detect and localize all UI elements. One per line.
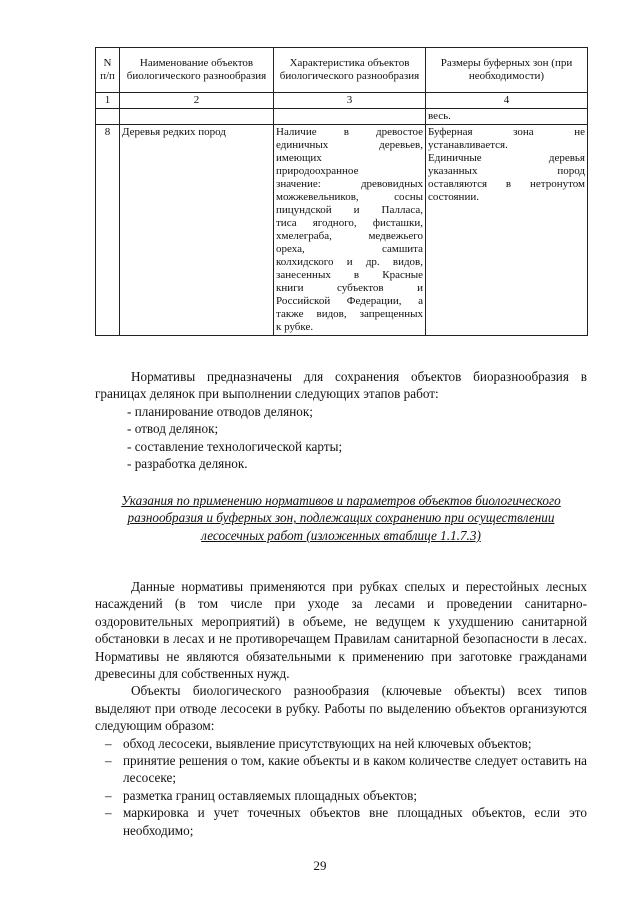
continuation-text: весь. <box>426 109 588 125</box>
header-num: N п/п <box>96 48 120 93</box>
row-characteristic: Наличие в древостое единичных деревьев, имеющих природоохранное значение: древовидных можжевельников, сосны пицундской и Палласа, тиса ягодного, фисташки, хмелеграба, медвежьего ореха, самшита колхидского и др. видов, занесенных в Красные книги субъектов и Российской Федерации, а также видов, запрещенных к рубке. <box>274 125 426 336</box>
main-text-block <box>95 578 587 839</box>
col-number: 4 <box>426 93 588 109</box>
list-item: – принятие решения о том, какие объекты и в каком количестве следует оставить на лесосеке; <box>105 753 587 786</box>
intro-block <box>95 368 587 472</box>
list-item: – разметка границ оставляемых площадных объектов; <box>105 787 418 803</box>
row-num: 8 <box>96 125 120 336</box>
header-name: Наименование объектов биологического разнообразия <box>120 48 274 93</box>
page-number: 29 <box>313 858 327 873</box>
paragraph-1: Данные нормативы применяются при рубках спелых и перестойных лесных насаждений (в том числе при уходе за лесами и проведении санитарно-оздоровительных мероприятий) в объеме, не ведущем к ухудшению санитарной обстановки в лесах и не противоречащем Правилам санитарной безопасности в лесах. Нормативы не являются обязательными к применению при заготовке гражданами древесины для собственных нужд. <box>95 579 587 682</box>
continuation-row <box>96 109 588 125</box>
stage-item: - планирование отводов делянок; <box>127 403 313 419</box>
row-name: Деревья редких пород <box>120 125 274 336</box>
table-header-row <box>96 48 588 93</box>
list-item: – маркировка и учет точечных объектов вне площадных объектов, если это необходимо; <box>105 805 587 838</box>
stage-item: - разработка делянок. <box>127 456 248 472</box>
col-number: 3 <box>274 93 426 109</box>
header-buffer-size: Размеры буферных зон (при необходимости) <box>426 48 588 93</box>
biodiversity-table <box>95 47 588 336</box>
paragraph-2: Объекты биологического разнообразия (ключевые объекты) всех типов выделяют при отводе лесосеки в рубку. Работы по выделению объектов организуются следующим образом: <box>95 683 587 734</box>
table-row <box>96 125 588 336</box>
intro-paragraph: Нормативы предназначены для сохранения объектов биоразнообразия в границах делянок при выполнении следующих этапов работ: <box>95 369 587 402</box>
section-caption: Указания по применению нормативов и параметров объектов биологического разнообразия и буферных зон, подлежащих сохранению при осуществлении лесосечных работ (изложенных втаблице 1.1.7.3) <box>121 493 561 543</box>
row-buffer-size: Буферная зона не устанавливается. Единичные деревья указанных пород оставляются в нетронутом состоянии. <box>426 125 588 336</box>
list-item: – обход лесосеки, выявление присутствующих на ней ключевых объектов; <box>105 735 532 751</box>
col-number: 1 <box>96 93 120 109</box>
col-number: 2 <box>120 93 274 109</box>
column-numbers-row <box>96 93 588 109</box>
stage-item: - отвод делянок; <box>127 421 219 437</box>
stage-item: - составление технологической карты; <box>127 438 343 454</box>
header-characteristic: Характеристика объектов биологического разнообразия <box>274 48 426 93</box>
